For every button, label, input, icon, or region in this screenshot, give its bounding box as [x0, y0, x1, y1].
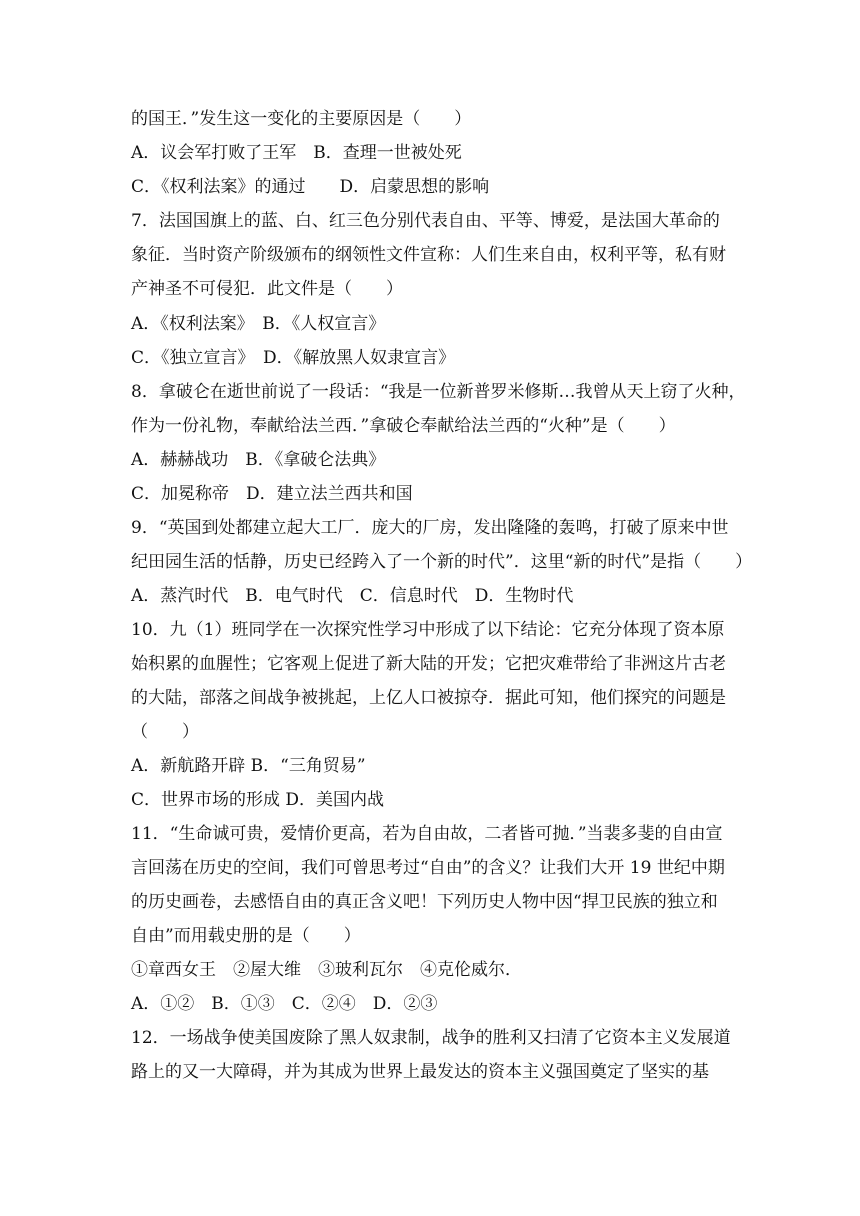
question-7-options-ab: A．《权利法案》 B．《人权宣言》	[131, 314, 386, 334]
question-6-options-ab: A．议会军打败了王军 B．查理一世被处死	[131, 143, 462, 163]
question-6-options-cd: C．《权利法案》的通过 D．启蒙思想的影响	[131, 177, 490, 197]
question-10-stem-line-3: 的大陆，部落之间战争被挑起，上亿人口被掠夺．据此可知，他们探究的问题是	[131, 688, 726, 708]
question-10-stem-line-2: 始积累的血腥性；它客观上促进了新大陆的开发；它把灾难带给了非洲这片古老	[131, 654, 726, 674]
question-10-options-cd: C．世界市场的形成 D．美国内战	[131, 790, 385, 810]
question-9-options: A．蒸汽时代 B．电气时代 C．信息时代 D．生物时代	[131, 586, 574, 606]
question-9-stem-line-2: 纪田园生活的恬静，历史已经跨入了一个新的时代”．这里“新的时代”是指（ ）	[131, 552, 753, 572]
question-11-stem-line-1: 11．“生命诚可贵，爱情价更高，若为自由故，二者皆可抛．”当裴多斐的自由宣	[131, 824, 723, 844]
question-10-stem-line-1: 10．九（1）班同学在一次探究性学习中形成了以下结论：它充分体现了资本原	[131, 620, 725, 640]
question-11-options: A．①② B．①③ C．②④ D．②③	[131, 994, 438, 1014]
question-10-answer-blank: （ ）	[131, 722, 199, 742]
question-11-stem-line-4: 自由”而用载史册的是（ ）	[131, 926, 361, 946]
question-11-stem-line-2: 言回荡在历史的空间，我们可曾思考过“自由”的含义？让我们大开 19 世纪中期	[131, 858, 725, 878]
question-8-stem-line-1: 8．拿破仑在逝世前说了一段话：“我是一位新普罗米修斯…我曾从天上窃了火种，	[131, 382, 746, 402]
question-12-stem-line-1: 12．一场战争使美国废除了黑人奴隶制，战争的胜利又扫清了它资本主义发展道	[131, 1028, 731, 1048]
question-6-stem-end: 的国王．”发生这一变化的主要原因是（ ）	[131, 109, 472, 129]
question-11-stem-line-3: 的历史画卷，去感悟自由的真正含义吧！下列历史人物中因“捍卫民族的独立和	[131, 892, 718, 912]
question-7-stem-line-1: 7．法国国旗上的蓝、白、红三色分别代表自由、平等、博爱，是法国大革命的	[131, 211, 720, 231]
question-10-options-ab: A．新航路开辟 B．“三角贸易”	[131, 756, 366, 776]
question-8-stem-line-2: 作为一份礼物，奉献给法兰西．”拿破仑奉献给法兰西的“火种”是（ ）	[131, 416, 676, 436]
question-8-options-ab: A．赫赫战功 B．《拿破仑法典》	[131, 450, 386, 470]
question-7-options-cd: C．《独立宣言》 D．《解放黑人奴隶宣言》	[131, 348, 456, 368]
question-7-stem-line-3: 产神圣不可侵犯．此文件是（ ）	[131, 279, 403, 299]
question-7-stem-line-2: 象征．当时资产阶级颁布的纲领性文件宣称：人们生来自由，权利平等，私有财	[131, 245, 726, 265]
question-11-figures: ①章西女王 ②屋大维 ③玻利瓦尔 ④克伦威尔．	[131, 960, 522, 980]
question-12-stem-line-2: 路上的又一大障碍，并为其成为世界上最发达的资本主义强国奠定了坚实的基	[131, 1062, 709, 1082]
question-8-options-cd: C．加冕称帝 D．建立法兰西共和国	[131, 484, 413, 504]
question-9-stem-line-1: 9．“英国到处都建立起大工厂．庞大的厂房，发出隆隆的轰鸣，打破了原来中世	[131, 518, 729, 538]
